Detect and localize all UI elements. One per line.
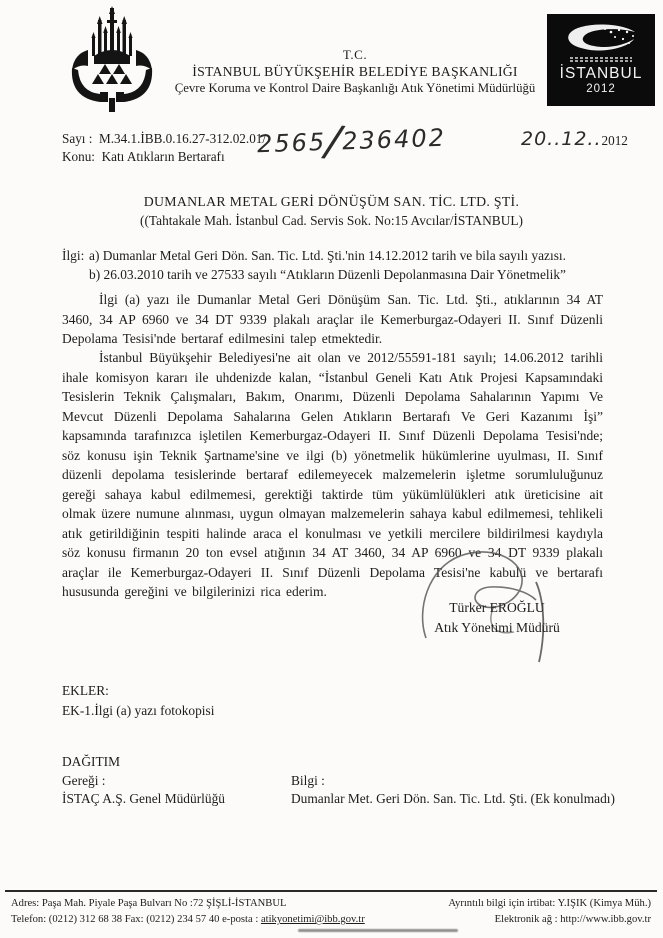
ekler-label: EKLER: [62, 683, 109, 698]
bilgi-label: Bilgi : [291, 772, 325, 788]
signer-name: Türker EROĞLU [449, 600, 545, 615]
footer-phone: Telefon: (0212) 312 68 38 Fax: (0212) 234 57 40 e-posta : [11, 914, 261, 925]
attachments-block [62, 681, 214, 721]
letterhead [170, 46, 540, 97]
ibb-logo-graphic [60, 6, 164, 114]
badge-microtext-line [570, 57, 632, 59]
signature-block [382, 598, 612, 638]
letterhead-tc: T.C. [342, 47, 368, 62]
dagitim-label: DAĞITIM [62, 754, 121, 769]
footer-email-link: atikyonetimi@ibb.gov.tr [260, 914, 365, 925]
ilgi-item-a: a) Dumanlar Metal Geri Dön. San. Tic. Ltd. Şti.'nin 14.12.2012 tarih ve bila sayılı yazısı. [89, 248, 566, 263]
badge-swirl-icon [555, 20, 647, 56]
ilgi-label: İlgi: [62, 248, 85, 263]
subject-line [62, 149, 225, 165]
badge-title: İSTANBUL [559, 65, 643, 82]
footer-phone-email [11, 912, 365, 928]
sayi-value: M.34.1.İBB.0.16.27-312.02.01/ [99, 131, 267, 146]
sayi-label: Sayı : [62, 131, 93, 146]
bilgi-value: Dumanlar Met. Geri Dön. San. Tic. Ltd. Şti. (Ek konulmadı) [291, 791, 615, 806]
geregi-label: Gereği : [62, 772, 106, 788]
handwritten-date-daymonth: 20..12.. [521, 128, 602, 150]
distribution-block [62, 753, 615, 809]
footer-address: Adres: Paşa Mah. Piyale Paşa Bulvarı No :72 ŞİŞLİ-İSTANBUL [11, 898, 287, 909]
konu-value: Katı Atıkların Bertarafı [101, 149, 225, 164]
signer-title: Atık Yönetimi Müdürü [434, 620, 560, 635]
ekler-item: EK-1.İlgi (a) yazı fotokopisi [62, 703, 215, 718]
body-paragraph-1: İlgi (a) yazı ile Dumanlar Metal Geri Dönüşüm San. Tic. Ltd. Şti., atıklarının 34 AT 3460, 34 AP 6960 ve 34 DT 9339 plakalı araçlar ile Kemerburgaz-Odayeri II. Sınıf Düzenli Depolama Tesisi'nde bertaraf edilmesini talep etmektedir. [62, 292, 603, 346]
ibb-municipality-logo [60, 6, 164, 114]
konu-label: Konu: [62, 149, 95, 164]
handwritten-number-part2: 236402 [341, 123, 447, 156]
printed-date-year: 2012 [601, 133, 628, 148]
document-number-line [62, 131, 266, 147]
body-paragraph-2: İstanbul Büyükşehir Belediyesi'ne ait olan ve 2012/55591-181 sayılı; 14.06.2012 tarihli ihale komisyon kararı ile uhdenizde kalan, “İstanbul Geneli Katı Atık Projesi Kapsamındaki Tesislerin Teknik Çalışmaları, Bakım, Onarımı, Düzenli Depolama Sahalarının Yapımı Ve Mevcut Düzenli Depolama Sahalarına Gelen Atıkların Bertarafı Ve Geri Kazanımı İşi” kapsamında tarafınızca işletilen Kemerburgaz-Odayeri II. Sınıf Düzenli Depolama Tesisi'nde; söz konusu işin Teknik Şartname'sine ve ilgi (b) yönetmelik hükümlerine uyulması, II. Sınıf düzenli depolama tesislerinde bertaraf edilemeyecek malzemelerin işletme sorumluluğunuz gereği sahaya kabul edilmemesi, gerektiği taktirde tüm yükümlülükleri atık üreticisine ait olmak üzere numune alınması, uygun olmayan malzemelerin sahaya kabul edilmemesi, tehlikeli atık getirildiğinin tespiti halinde araca el konulması ve yetkili mercilere bildirilmesi kaydıyla söz konusu firmanın 20 ton evsel atığının 34 AT 3460, 34 AP 6960 ve 34 DT 9339 plakalı araçlar ile Kemerburgaz-Odayeri II. Sınıf Düzenli Depolama Tesisi'ne kabulü ve bertarafı hususunda gereğini ve bilgilerinizi rica ederim. [62, 350, 603, 599]
references-block [62, 246, 607, 284]
recipient-block [0, 192, 663, 230]
badge-microtext-line [570, 60, 632, 62]
recipient-company-name: DUMANLAR METAL GERİ DÖNÜŞÜM SAN. TİC. LTD. ŞTİ. [143, 194, 520, 209]
footer-contact-person: Ayrıntılı bilgi için irtibat: Y.IŞIK (Kimya Müh.) [448, 898, 651, 909]
handwritten-document-number [256, 113, 446, 169]
recipient-address: ((Tahtakale Mah. İstanbul Cad. Servis Sok. No:15 Avcılar/İSTANBUL) [139, 213, 524, 228]
footer-website: Elektronik ağ : http://www.ibb.gov.tr [494, 914, 651, 925]
badge-year: 2012 [586, 83, 616, 95]
scan-artifact [298, 929, 458, 932]
letterhead-organization: İSTANBUL BÜYÜKŞEHİR BELEDİYE BAŞKANLIĞI [192, 64, 518, 79]
handwritten-date [521, 128, 628, 150]
istanbul-2012-badge [547, 14, 655, 106]
handwritten-number-part1: 2565 [256, 127, 327, 159]
letterhead-department: Çevre Koruma ve Kontrol Daire Başkanlığı Atık Yönetimi Müdürlüğü [174, 81, 536, 95]
footer-contact-block [5, 890, 657, 928]
handwritten-slash: / [323, 115, 345, 167]
geregi-value: İSTAÇ A.Ş. Genel Müdürlüğü [62, 791, 225, 806]
ilgi-item-b: b) 26.03.2010 tarih ve 27533 sayılı “Atıkların Düzenli Depolanmasına Dair Yönetmelik” [89, 267, 566, 282]
